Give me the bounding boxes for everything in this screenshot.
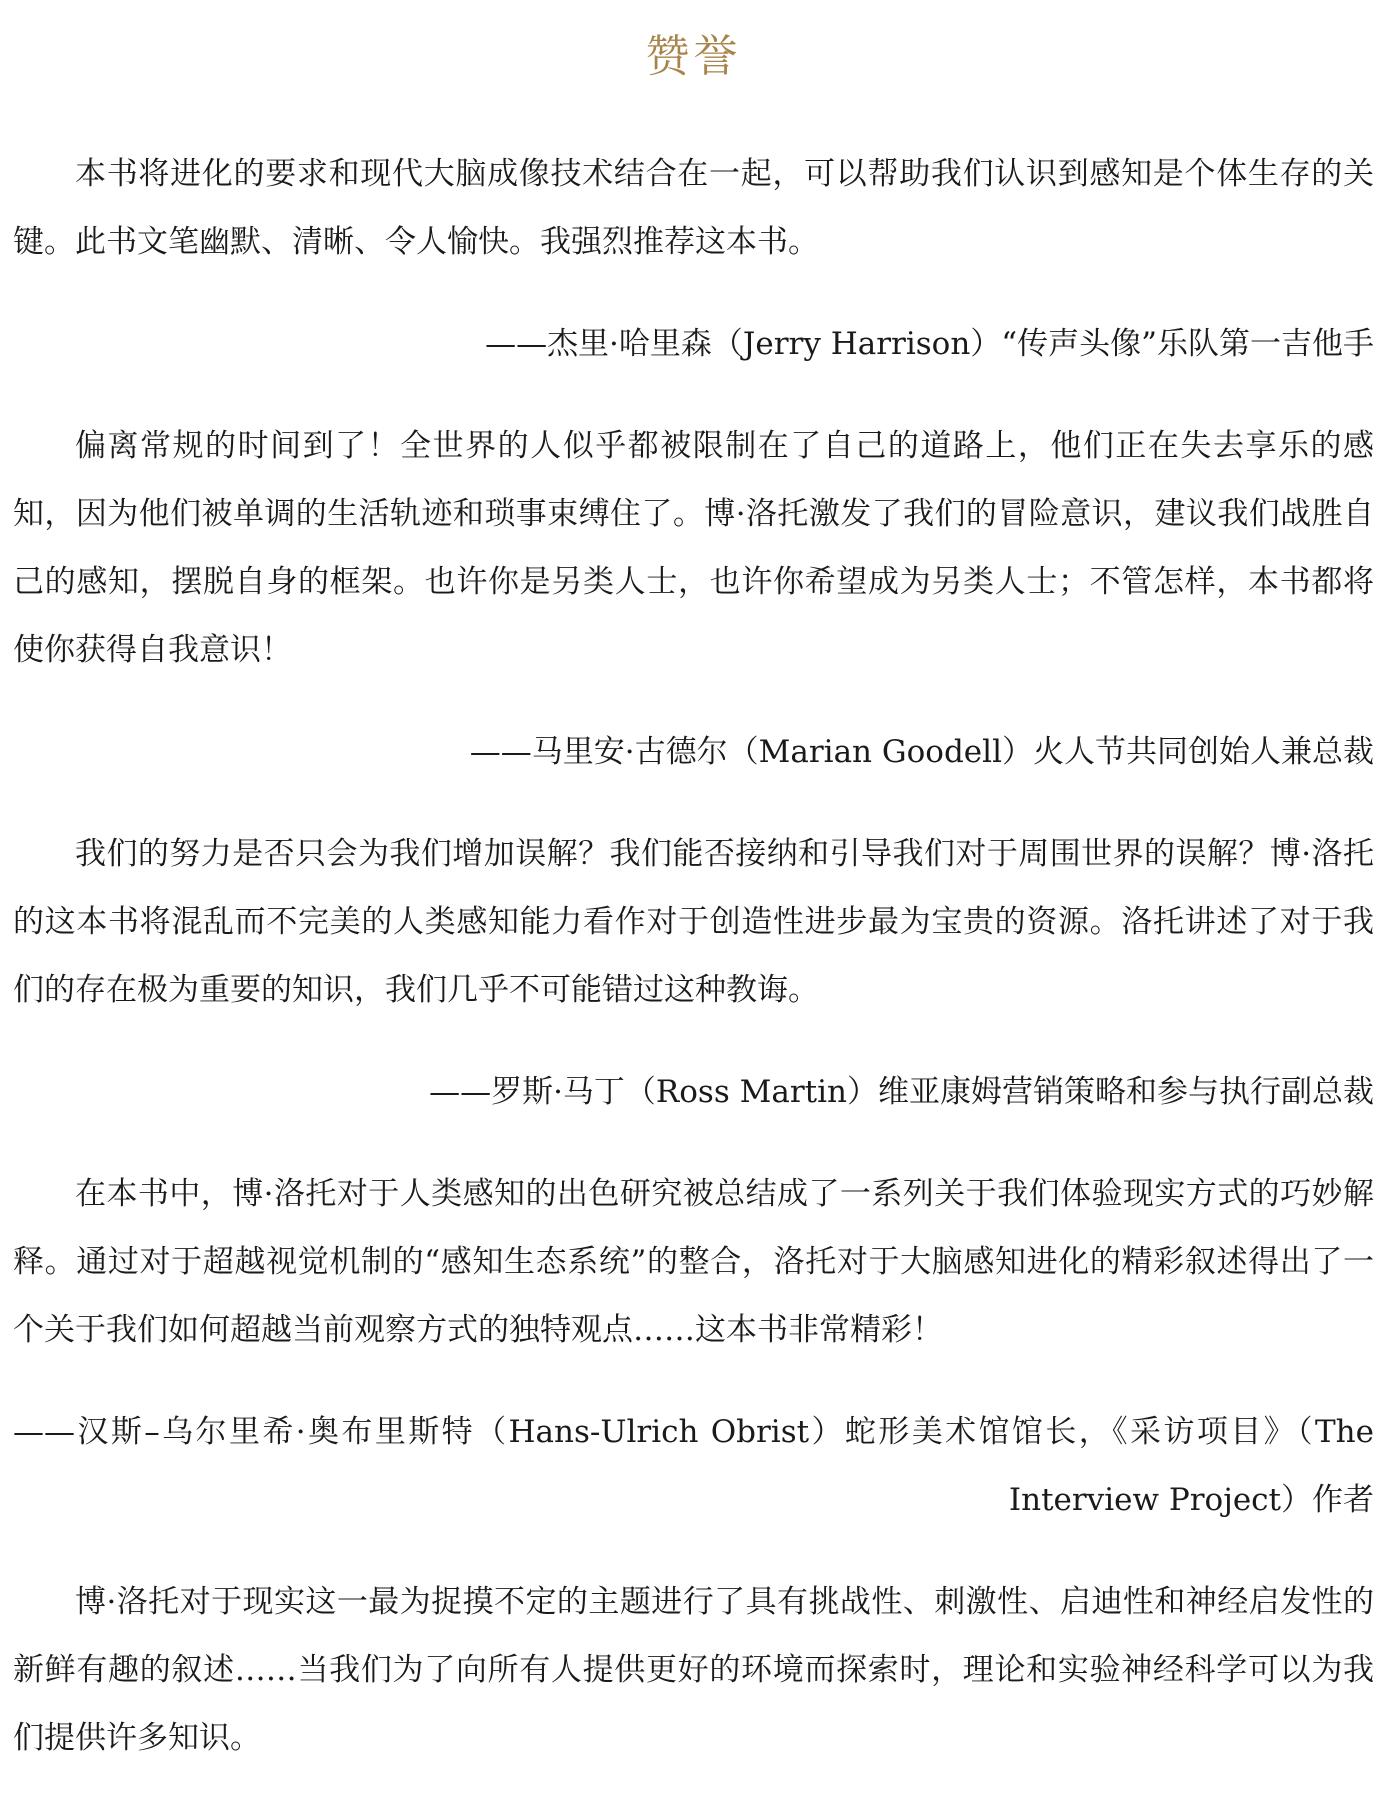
endorsement-attribution: ——杰里·哈里森（Jerry Harrison）“传声头像”乐队第一吉他手 bbox=[485, 326, 1374, 362]
endorsement bbox=[13, 140, 1374, 378]
endorsement-quote: 我们的努力是否只会为我们增加误解？我们能否接纳和引导我们对于周围世界的误解？博·洛托的这本书将混乱而不完美的人类感知能力看作对于创造性进步最为宝贵的资源。洛托讲述了对于我们的存在极为重要的知识，我们几乎不可能错过这种教诲。 bbox=[13, 836, 1374, 1008]
endorsement-attribution: ——罗斯·马丁（Ross Martin）维亚康姆营销策略和参与执行副总裁 bbox=[429, 1074, 1374, 1110]
endorsement-quote: 在本书中，博·洛托对于人类感知的出色研究被总结成了一系列关于我们体验现实方式的巧妙解释。通过对于超越视觉机制的“感知生态系统”的整合，洛托对于大脑感知进化的精彩叙述得出了一个关于我们如何超越当前观察方式的独特观点……这本书非常精彩！ bbox=[13, 1176, 1374, 1348]
endorsement-quote: 本书将进化的要求和现代大脑成像技术结合在一起，可以帮助我们认识到感知是个体生存的关键。此书文笔幽默、清晰、令人愉快。我强烈推荐这本书。 bbox=[13, 156, 1374, 260]
endorsement bbox=[13, 1568, 1374, 1772]
page-title: 赞誉 bbox=[645, 31, 742, 82]
endorsement-quote: 偏离常规的时间到了！全世界的人似乎都被限制在了自己的道路上，他们正在失去享乐的感知，因为他们被单调的生活轨迹和琐事束缚住了。博·洛托激发了我们的冒险意识，建议我们战胜自己的感知，摆脱自身的框架。也许你是另类人士，也许你希望成为另类人士；不管怎样，本书都将使你获得自我意识！ bbox=[13, 428, 1374, 668]
endorsement bbox=[13, 412, 1374, 786]
endorsement bbox=[13, 820, 1374, 1126]
endorsement bbox=[13, 1160, 1374, 1534]
endorsement-quote: 博·洛托对于现实这一最为捉摸不定的主题进行了具有挑战性、刺激性、启迪性和神经启发性的新鲜有趣的叙述……当我们为了向所有人提供更好的环境而探索时，理论和实验神经科学可以为我们提供许多知识。 bbox=[13, 1584, 1374, 1756]
endorsement-attribution: ——汉斯–乌尔里希·奥布里斯特（Hans-Ulrich Obrist）蛇形美术馆馆长，《采访项目》（The Interview Project）作者 bbox=[13, 1414, 1374, 1518]
endorsement-attribution: ——马里安·古德尔（Marian Goodell）火人节共同创始人兼总裁 bbox=[469, 734, 1374, 770]
